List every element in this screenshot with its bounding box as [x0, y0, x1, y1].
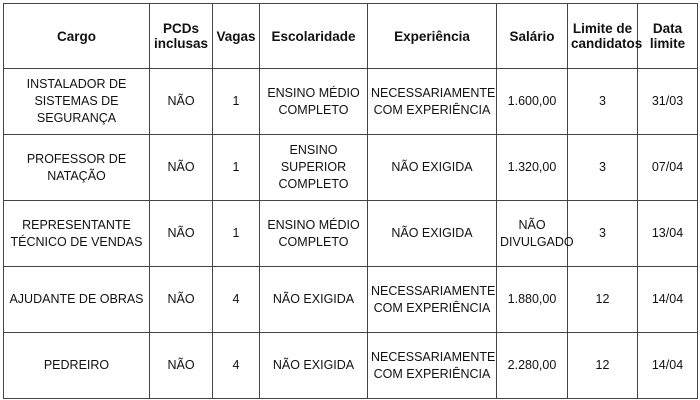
cell-experiencia: NÃO EXIGIDA [368, 201, 497, 267]
cell-cargo: PROFESSOR DE NATAÇÃO [4, 135, 150, 201]
cell-escolaridade: ENSINO SUPERIOR COMPLETO [260, 135, 368, 201]
header-escolaridade: Escolaridade [260, 4, 368, 69]
job-table-container [3, 3, 697, 396]
header-pcds: PCDs inclusas [150, 4, 213, 69]
cell-experiencia: NECESSARIAMENTE COM EXPERIÊNCIA [368, 333, 497, 399]
cell-salario: 1.320,00 [497, 135, 568, 201]
cell-data: 13/04 [638, 201, 698, 267]
cell-salario: 2.280,00 [497, 333, 568, 399]
cell-vagas: 4 [213, 267, 260, 333]
job-openings-table [3, 3, 698, 399]
cell-experiencia: NECESSARIAMENTE COM EXPERIÊNCIA [368, 267, 497, 333]
header-row [4, 4, 698, 69]
cell-pcds: NÃO [150, 135, 213, 201]
table-row [4, 333, 698, 399]
cell-escolaridade: ENSINO MÉDIO COMPLETO [260, 201, 368, 267]
header-limite: Limite de candidatos [568, 4, 638, 69]
cell-cargo: AJUDANTE DE OBRAS [4, 267, 150, 333]
cell-cargo: INSTALADOR DE SISTEMAS DE SEGURANÇA [4, 69, 150, 135]
cell-vagas: 4 [213, 333, 260, 399]
cell-limite: 3 [568, 69, 638, 135]
cell-escolaridade: ENSINO MÉDIO COMPLETO [260, 69, 368, 135]
cell-salario: 1.880,00 [497, 267, 568, 333]
cell-vagas: 1 [213, 69, 260, 135]
table-row [4, 201, 698, 267]
cell-limite: 3 [568, 201, 638, 267]
header-cargo: Cargo [4, 4, 150, 69]
header-experiencia: Experiência [368, 4, 497, 69]
cell-pcds: NÃO [150, 201, 213, 267]
cell-cargo: REPRESENTANTE TÉCNICO DE VENDAS [4, 201, 150, 267]
cell-vagas: 1 [213, 135, 260, 201]
cell-experiencia: NÃO EXIGIDA [368, 135, 497, 201]
header-data: Data limite [638, 4, 698, 69]
cell-vagas: 1 [213, 201, 260, 267]
cell-pcds: NÃO [150, 69, 213, 135]
cell-experiencia: NECESSARIAMENTE COM EXPERIÊNCIA [368, 69, 497, 135]
cell-pcds: NÃO [150, 333, 213, 399]
cell-pcds: NÃO [150, 267, 213, 333]
cell-salario: 1.600,00 [497, 69, 568, 135]
table-row [4, 69, 698, 135]
cell-escolaridade: NÃO EXIGIDA [260, 267, 368, 333]
cell-escolaridade: NÃO EXIGIDA [260, 333, 368, 399]
cell-cargo: PEDREIRO [4, 333, 150, 399]
cell-limite: 12 [568, 333, 638, 399]
table-row [4, 267, 698, 333]
cell-data: 14/04 [638, 267, 698, 333]
cell-salario: NÃO DIVULGADO [497, 201, 568, 267]
header-salario: Salário [497, 4, 568, 69]
cell-data: 14/04 [638, 333, 698, 399]
cell-limite: 12 [568, 267, 638, 333]
table-row [4, 135, 698, 201]
cell-data: 31/03 [638, 69, 698, 135]
cell-limite: 3 [568, 135, 638, 201]
header-vagas: Vagas [213, 4, 260, 69]
cell-data: 07/04 [638, 135, 698, 201]
